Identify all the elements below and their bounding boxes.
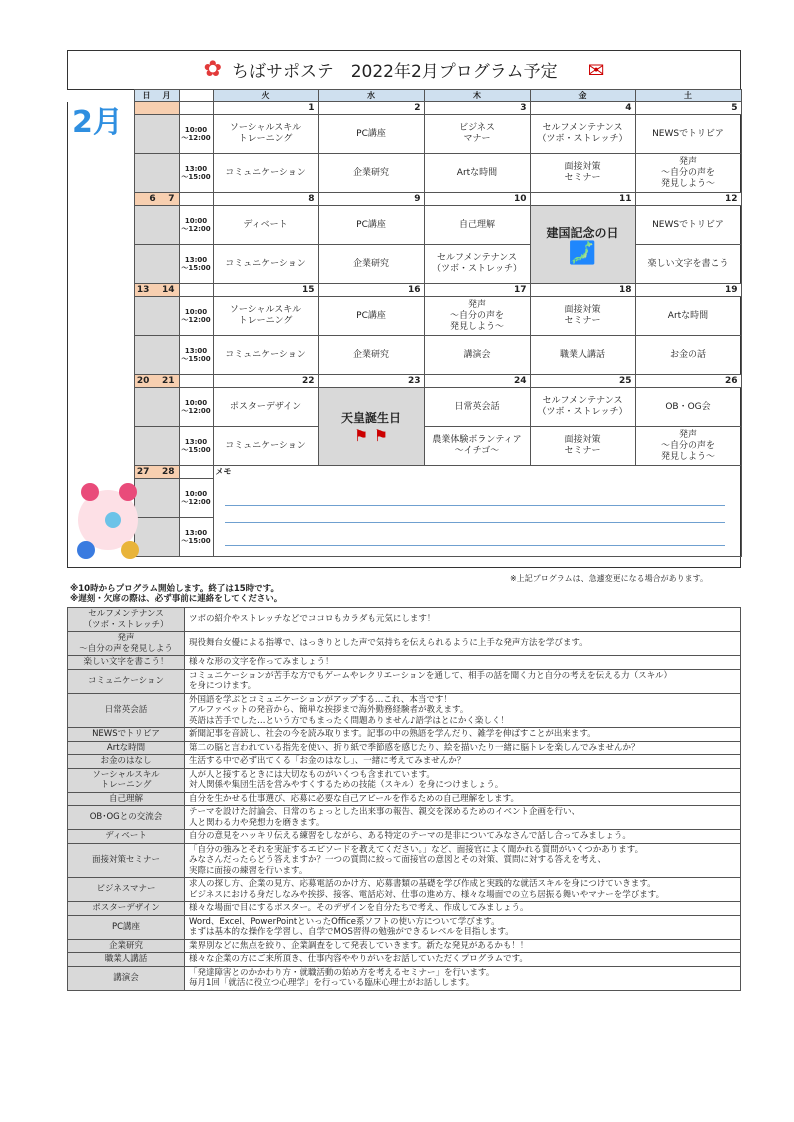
program-cell: ソーシャルスキル トレーニング (213, 115, 318, 154)
program-name: ディベート (68, 830, 185, 844)
program-name: ポスターデザイン (68, 902, 185, 916)
page-title (67, 50, 741, 90)
time-am: 10:00 〜12:00 (179, 115, 213, 154)
program-name: コミュニケーション (68, 669, 185, 693)
day-number: 10 (424, 193, 530, 206)
day-number: 19 (635, 284, 741, 297)
program-cell: セルフメンテナンス （ツボ・ストレッチ） (424, 245, 530, 284)
memo-line (225, 522, 725, 523)
program-description: 第二の脳と言われている指先を使い、折り紙で季節感を感じたり、絵を描いたり一緒に脳トレを楽しんでみませんか？ (185, 741, 741, 755)
program-cell: 日常英会話 (424, 388, 530, 427)
program-cell: 農業体験ボランティア 〜イチゴ〜 (424, 427, 530, 466)
week-dates (134, 102, 179, 115)
day-number: 17 (424, 284, 530, 297)
program-description-table (67, 607, 741, 991)
program-description: 様々な企業の方にご来所頂き、仕事内容ややりがいをお話していただくプログラムです。 (185, 953, 741, 967)
memo-line (225, 545, 725, 546)
program-name: PC講座 (68, 915, 185, 939)
header-fri: 金 (530, 90, 635, 102)
program-name: 職業人講話 (68, 953, 185, 967)
program-cell: 職業人講話 (530, 336, 635, 375)
memo-line (225, 505, 725, 506)
day-number: 16 (318, 284, 424, 297)
day-number: 11 (530, 193, 635, 206)
program-name: 講演会 (68, 966, 185, 990)
header-mon: 月 (162, 91, 171, 100)
time-pm: 13:00 〜15:00 (179, 518, 213, 557)
program-description: 業界別などに焦点を絞り、企業調査をして発表していきます。新たな発見があるかも！！ (185, 939, 741, 953)
program-description: 「発達障害とのかかわり方・就職活動の始め方を考えるセミナー」を行います。 毎月1回「就活に役立つ心理学」を行っている臨床心理士がお話しします。 (185, 966, 741, 990)
program-cell: セルフメンテナンス （ツボ・ストレッチ） (530, 115, 635, 154)
flower-icon: ✿ (203, 57, 223, 82)
mascot-icon (68, 470, 148, 565)
program-description: Word、Excel、PowerPointといったOffice系ソフトの使い方について学びます。 まずは基本的な操作を学習し、自学でMOS習得の勉強ができるレベルを目指します。 (185, 915, 741, 939)
day-number: 25 (530, 375, 635, 388)
program-description: 新聞記事を音読し、社会の今を読み取ります。記事の中の熟語を学んだり、雑学を伸ばすことが出来ます。 (185, 728, 741, 742)
program-cell: 企業研究 (318, 336, 424, 375)
program-cell: お金の話 (635, 336, 741, 375)
program-cell: NEWSでトリビア (635, 206, 741, 245)
week-dates: 6 7 (134, 193, 179, 206)
program-cell: 発声 〜自分の声を 発見しよう〜 (635, 154, 741, 193)
program-cell: 発声 〜自分の声を 発見しよう〜 (424, 297, 530, 336)
day-number: 1 (213, 102, 318, 115)
time-pm: 13:00 〜15:00 (179, 245, 213, 284)
program-description: ツボの紹介やストレッチなどでココロもカラダも元気にします！ (185, 608, 741, 632)
week-dates: 13 14 (134, 284, 179, 297)
time-pm: 13:00 〜15:00 (179, 427, 213, 466)
notice-absence: ※遅刻・欠席の際は、必ず事前に連絡をしてください。 (70, 594, 283, 604)
time-am: 10:00 〜12:00 (179, 388, 213, 427)
program-cell: PC講座 (318, 206, 424, 245)
program-name: 自己理解 (68, 792, 185, 806)
program-cell: 企業研究 (318, 245, 424, 284)
holiday-tenno: 天皇誕生日 ⚑ ⚑ (318, 388, 424, 466)
notice-time: ※10時からプログラム開始します。終了は15時です。 (70, 584, 279, 594)
day-number: 18 (530, 284, 635, 297)
program-cell: 企業研究 (318, 154, 424, 193)
program-description: 求人の探し方、企業の見方、応募電話のかけ方、応募書類の基礎を学び作成と実践的な就活スキルを身につけていきます。 ビジネスにおける身だしなみや挨拶、接客、電話応対、仕事の進め方、様々な場面での立ち居振る舞いやマナーを学びます。 (185, 878, 741, 902)
program-description: 様々な形の文字を作ってみましょう！ (185, 656, 741, 670)
program-cell: 発声 〜自分の声を 発見しよう〜 (635, 427, 741, 466)
japan-map-icon: 🗾 (568, 240, 597, 266)
program-cell: ディベート (213, 206, 318, 245)
day-number: 15 (213, 284, 318, 297)
program-name: OB･OGとの交流会 (68, 806, 185, 830)
time-am: 10:00 〜12:00 (179, 297, 213, 336)
day-number: 23 (318, 375, 424, 388)
title-text: ちばサポステ 2022年2月プログラム予定 (232, 62, 558, 82)
program-name: お金のはなし (68, 755, 185, 769)
program-cell: NEWSでトリビア (635, 115, 741, 154)
program-cell: OB・OG会 (635, 388, 741, 427)
day-number: 26 (635, 375, 741, 388)
program-cell: Artな時間 (635, 297, 741, 336)
program-description: 自分を生かせる仕事選び、応募に必要な自己アピールを作るための自己理解をします。 (185, 792, 741, 806)
program-name: 企業研究 (68, 939, 185, 953)
program-cell: ソーシャルスキル トレーニング (213, 297, 318, 336)
program-description: 様々な場面で目にするポスター。そのデザインを自分たちで考え、作成してみましょう。 (185, 902, 741, 916)
envelope-icon: ✉ (587, 57, 605, 82)
program-cell: 楽しい文字を書こう (635, 245, 741, 284)
day-number: 24 (424, 375, 530, 388)
program-name: ビジネスマナー (68, 878, 185, 902)
day-number: 8 (213, 193, 318, 206)
program-description: 「自分の強みとそれを実証するエピソードを教えてください。」など、面接官によく聞かれる質問がいくつかあります。 みなさんだったらどう答えますか？一つの質問に絞って面接官の意図とその対策、質問に対する答えを考え、 実際に面接の練習を行います。 (185, 843, 741, 878)
week-dates: 20 21 (134, 375, 179, 388)
header-sun: 日 (142, 91, 151, 100)
program-name: Artな時間 (68, 741, 185, 755)
memo-label: メモ (215, 467, 232, 476)
program-name: 楽しい文字を書こう！ (68, 656, 185, 670)
program-cell: PC講座 (318, 115, 424, 154)
program-cell: コミュニケーション (213, 245, 318, 284)
time-am: 10:00 〜12:00 (179, 479, 213, 518)
program-name: 日常英会話 (68, 693, 185, 728)
memo-area (215, 475, 739, 567)
program-name: ソーシャルスキル トレーニング (68, 768, 185, 792)
program-cell: 面接対策 セミナー (530, 297, 635, 336)
day-number: 5 (635, 102, 741, 115)
week5-dates: 27 28 (134, 466, 179, 479)
holiday-kenkoku: 建国記念の日 🗾 (530, 206, 635, 284)
day-number: 3 (424, 102, 530, 115)
program-description: テーマを設けた討論会、日常のちょっとした出来事の報告、親交を深めるためのイベント企画を行い、 人と関わる力や発想力を磨きます。 (185, 806, 741, 830)
time-pm: 13:00 〜15:00 (179, 336, 213, 375)
program-cell: 面接対策 セミナー (530, 427, 635, 466)
header-thu: 木 (424, 90, 530, 102)
time-am: 10:00 〜12:00 (179, 206, 213, 245)
time-pm: 13:00 〜15:00 (179, 154, 213, 193)
header-wed: 水 (318, 90, 424, 102)
program-description: 人が人と接するときには大切なものがいくつも含まれています。 対人関係や集団生活を営みやすくするための技能（スキル）を身につけましょう。 (185, 768, 741, 792)
day-number: 2 (318, 102, 424, 115)
month-label: 2月 (72, 105, 123, 140)
program-cell: ビジネス マナー (424, 115, 530, 154)
program-cell: ポスターデザイン (213, 388, 318, 427)
program-description: 自分の意見をハッキリ伝える練習をしながら、ある特定のテーマの是非についてみなさんで話し合ってみましょう。 (185, 830, 741, 844)
program-description: コミュニケーションが苦手な方でもゲームやレクリエーションを通して、相手の話を聞く力と自分の考えを伝える力（スキル） を身につけます。 (185, 669, 741, 693)
program-cell: 講演会 (424, 336, 530, 375)
program-cell: コミュニケーション (213, 427, 318, 466)
program-name: 発声 〜自分の声を発見しよう (68, 632, 185, 656)
header-sat: 土 (635, 90, 741, 102)
header-tue: 火 (213, 90, 318, 102)
program-cell: 自己理解 (424, 206, 530, 245)
program-description: 現役舞台女優による指導で、はっきりとした声で気持ちを伝えられるように上手な発声方法を学びます。 (185, 632, 741, 656)
change-notice: ※上記プログラムは、急遽変更になる場合があります。 (510, 574, 708, 583)
day-number: 9 (318, 193, 424, 206)
day-number: 4 (530, 102, 635, 115)
program-name: 面接対策セミナー (68, 843, 185, 878)
program-name: セルフメンテナンス （ツボ・ストレッチ） (68, 608, 185, 632)
flag-icon: ⚑ ⚑ (353, 425, 389, 445)
program-name: NEWSでトリビア (68, 728, 185, 742)
program-cell: 面接対策 セミナー (530, 154, 635, 193)
program-cell: セルフメンテナンス （ツボ・ストレッチ） (530, 388, 635, 427)
day-number: 12 (635, 193, 741, 206)
program-cell: コミュニケーション (213, 154, 318, 193)
program-cell: コミュニケーション (213, 336, 318, 375)
program-description: 外国語を学ぶとコミュニケーションがアップする…これ、本当です！ アルファベットの発音から、簡単な挨拶まで海外勤務経験者が教えます。 英語は苦手でした…という方でもまったく問題ありません♪語学はとにかく楽しく！ (185, 693, 741, 728)
program-cell: Artな時間 (424, 154, 530, 193)
day-number: 22 (213, 375, 318, 388)
program-cell: PC講座 (318, 297, 424, 336)
program-description: 生活する中で必ず出てくる「お金のはなし」、一緒に考えてみませんか？ (185, 755, 741, 769)
